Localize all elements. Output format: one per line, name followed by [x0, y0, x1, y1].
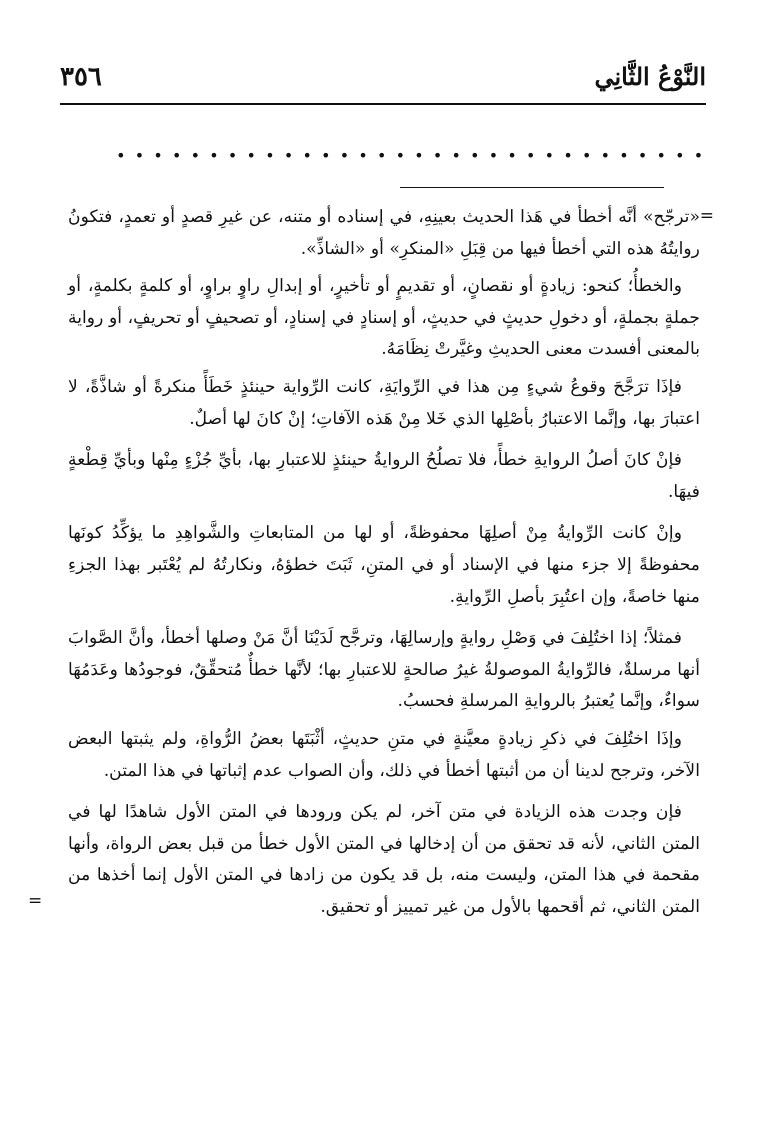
continuation-mark-end: = — [28, 891, 43, 912]
header-rule — [60, 103, 706, 105]
paragraph-5: وإنْ كانت الرِّوايةُ مِنْ أصلِهَا محفوظةً، أو لها من المتابعاتِ والشَّواهِدِ ما يؤكِّدُ كونَها محفوظةً إلا جزء منها في الإسناد أو في المتنِ، ثَبَتَ خطؤهُ، ونكارتُهُ لم يُعْتَبر بهذا الجزءِ منها خاصةً، وإن اعتُبِرَ بأصلِ الرِّوايةِ. — [68, 523, 700, 607]
paragraph-4: فإنْ كانَ أصلُ الروايةِ خطأً، فلا تصلُحُ الروايةُ حينئذٍ للاعتبارِ بها، بأيِّ جُزْءٍ مِنْها وبأيِّ قِطْعةٍ فيهَا. — [68, 450, 700, 502]
continuation-mark-start: = — [699, 206, 714, 226]
page-header — [60, 58, 706, 104]
separator-dots: •••••••••••••••••••••••••••••••• — [116, 146, 713, 165]
paragraph-6: فمثلاً؛ إذا اختُلِفَ في وَصْلِ روايةٍ وإرسالِهَا، وترجَّح لَدَيْنَا أنَّ مَنْ وصلها أخطأ، وأنَّ الصَّوابَ أنها مرسلةٌ، فالرِّوايةُ الموصولةُ غيرُ صالحةٍ للاعتبارِ بها؛ لأنَّها خطأٌ مُتحقِّقٌ، فوجودُها وعَدَمُهَا سواءٌ، وإنَّما يُعتبرُ بالروايةِ المرسلةِ فحسبُ. — [68, 628, 700, 712]
chapter-title: النَّوْعُ الثَّانِي — [594, 62, 706, 91]
paragraph-8: فإن وجدت هذه الزيادة في متن آخر، لم يكن ورودها في المتن الأول شاهدًا لها في المتن الثاني، لأنه قد تحقق من أن إدخالها في المتن الأول خطأ من قبل بعض الرواة، وأنها مقحمة في هذا المتن، وليست منه، بل قد يكون من زادها في المتن الأول إنما أخذها من المتن الثاني، ثم أقحمها بالأول من غير تمييز أو تحقيق. — [68, 802, 700, 917]
footnote-body — [28, 202, 714, 929]
last-paragraph-wrap — [28, 797, 700, 923]
footnote-rule — [400, 187, 664, 188]
paragraph-1: «ترجّح» أنَّه أخطأ في هَذا الحديث بعينِهِ، في إسناده أو متنه، عن غيرِ قصدٍ أو تعمدٍ، فتكونُ روايتُهُ هذه التي أخطأ فيها من قِبَلِ «المنكرِ» أو «الشاذِّ». — [68, 207, 700, 259]
page-number: ٣٥٦ — [60, 62, 102, 92]
paragraph-2: والخطأُ؛ كنحو: زيادةٍ أو نقصانٍ، أو تقديمٍ أو تأخيرٍ، أو إبدالِ راوٍ براوٍ، أو كلمةٍ بكلمةٍ، أو جملةٍ بجملةٍ، أو دخولِ حديثٍ في حديثٍ، أو إسنادٍ في إسنادٍ، أو تصحيفٍ أو تحريفٍ، أو رواية بالمعنى أفسدت معنى الحديثِ وغيَّرتْ نِظَامَهُ. — [68, 276, 700, 360]
paragraph-3: فإذَا ترَجَّحَ وقوعُ شيءٍ مِن هذا في الرِّوايَةِ، كانت الرِّواية حينئذٍ خَطَأً منكرةً أو شاذَّةً، لا اعتبارَ بها، وإنَّما الاعتبارُ بأصْلِها الذي خَلا مِنْ هَذه الآفاتِ؛ إنْ كانَ لها أصلٌ. — [68, 376, 700, 429]
paragraph-7: وإذَا اختُلِفَ في ذكرِ زيادةٍ معيَّنةٍ في متنِ حديثٍ، أثْبَتَها بعضُ الرُّواةِ، ولم يثبتها البعض الآخر، وترجح لدينا أن من أثبتها أخطأ في ذلك، وأن الصواب عدم إثباتها في هذا المتن. — [68, 728, 700, 781]
